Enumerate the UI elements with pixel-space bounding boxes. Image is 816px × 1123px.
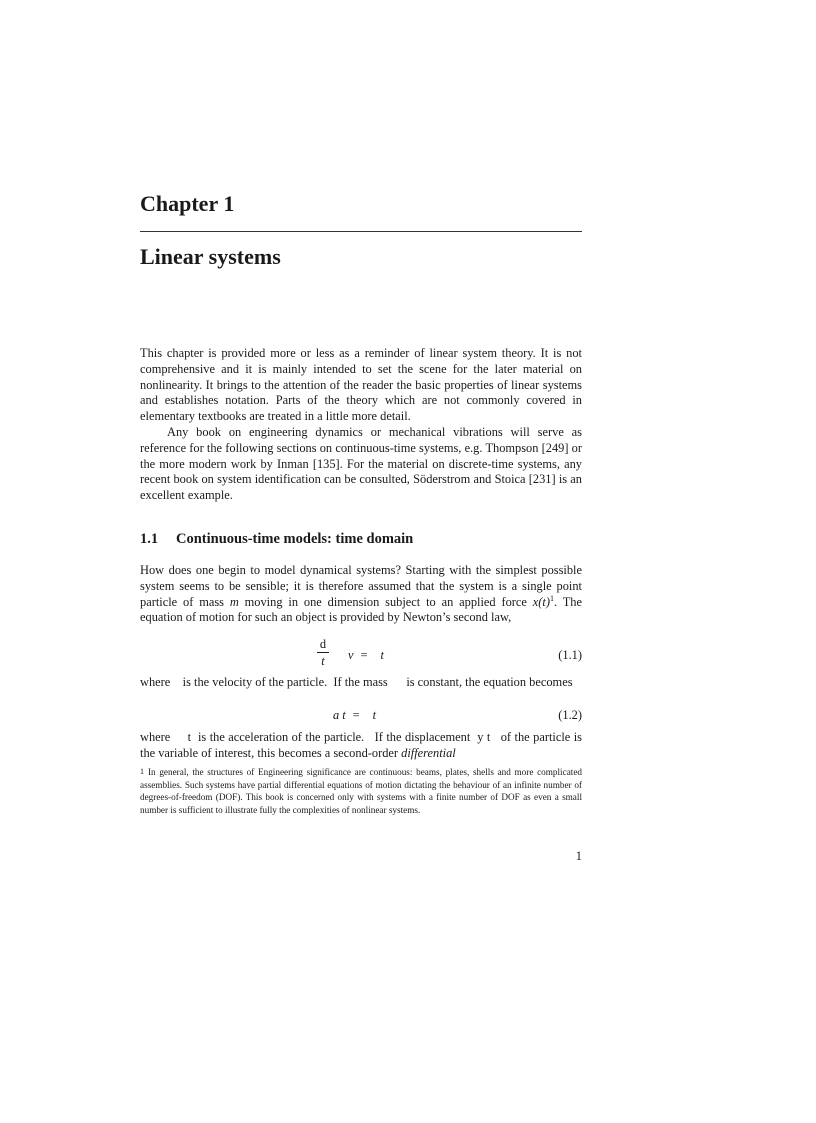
intro-paragraph-2: Any book on engineering dynamics or mechanical vibrations will serve as reference for the following sections on continuous-time systems, e.g. Thompson [249] or the more modern work by Inman [135]. For the material on discrete-time systems, any recent book on system identification can be consulted, Söderstrom and Stoica [231] is an excellent example. [140,424,582,503]
footnote [140,766,582,816]
chapter-title: Linear systems [140,244,281,269]
body-text: moving in one dimension subject to an applied force [238,594,533,609]
page-number: 1 [575,849,582,863]
derivative-fraction [317,637,329,668]
section-heading [140,530,582,548]
body-text: How does one begin to model dynamical systems? Starting with the simplest possible system seems to be sensible; it is therefore assumed that the system is a single point particle of mass [140,563,582,609]
equation-number: (1.2) [558,708,582,722]
body-paragraph-2 [140,675,582,691]
math-mass: m [229,594,239,609]
body-paragraph-1 [140,563,582,626]
fraction-numerator: d [319,637,327,651]
body-text: where is the velocity of the particle. If the mass is constant, the equation becomes [140,675,573,689]
section-title: Continuous-time models: time domain [176,531,414,547]
section-number: 1.1 [140,531,159,547]
footnote-ref: 1 [549,593,554,603]
chapter-label: Chapter 1 [140,191,235,216]
math-force: x(t) [532,594,550,609]
equation-number: (1.1) [558,648,582,662]
body-text: . The equation of motion for such an object is provided by Newton’s second law, [140,594,582,625]
fraction-denominator: t [321,654,325,668]
chapter-rule [140,231,582,232]
footnote-mark: 1 [140,767,144,776]
intro-paragraph-1: This chapter is provided more or less as a reminder of linear system theory. It is not comprehensive and it is mainly intended to set the scene for the later material on nonlinearity. It brings to the attention of the reader the basic properties of linear systems and establishes notation. Parts of the theory which are not commonly covered in elementary textbooks are treated in a little more detail. [140,346,582,424]
equation-1-1 [140,637,582,667]
body-paragraph-3 [140,730,586,762]
footnote-text: In general, the structures of Engineering significance are continuous: beams, plates, shells and more complicated assemblies. Such systems have partial differential equations of motion dictating the behaviour of an infinite number of degrees-of-freedom (DOF). This book is concerned only with systems with a finite number of DOF as even a small number is sufficient to illustrate fully the complexities of nonlinear systems. [140,767,582,815]
fraction-bar [317,652,329,653]
equation-expression: v = t [348,648,384,662]
intro-section [140,346,582,504]
body-text: where t is the acceleration of the particle. If the displacement y t of the particle is the variable of interest, this becomes a second-order [140,730,586,760]
emphasis-text: differential [401,745,456,760]
equation-expression: a t = t [333,708,377,722]
